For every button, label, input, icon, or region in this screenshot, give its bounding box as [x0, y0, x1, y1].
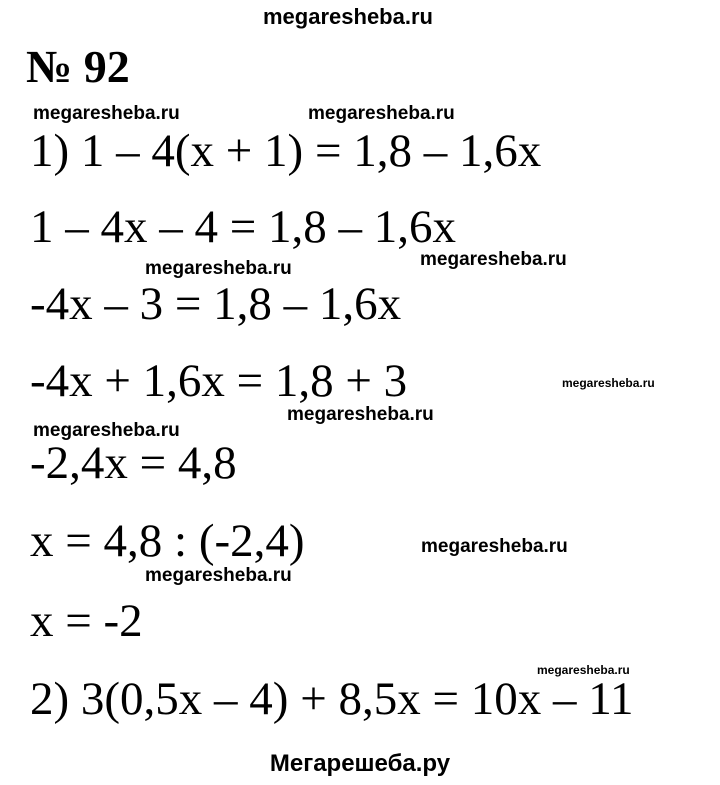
equation-line: 2) 3(0,5x – 4) + 8,5x = 10x – 11	[30, 673, 634, 725]
watermark: megaresheba.ru	[287, 404, 434, 425]
watermark: megaresheba.ru	[145, 258, 292, 279]
watermark: megaresheba.ru	[308, 103, 455, 124]
equation-line: x = -2	[30, 595, 143, 647]
equation-line: -2,4x = 4,8	[30, 437, 237, 489]
watermark: megaresheba.ru	[145, 565, 292, 586]
problem-number: № 92	[26, 41, 130, 92]
equation-line: -4x – 3 = 1,8 – 1,6x	[30, 278, 402, 330]
watermark: megaresheba.ru	[421, 536, 568, 557]
equation-line: x = 4,8 : (-2,4)	[30, 515, 305, 567]
footer-watermark: Мегарешеба.ру	[269, 750, 451, 777]
watermark: megaresheba.ru	[537, 663, 630, 677]
equation-line: -4x + 1,6x = 1,8 + 3	[30, 355, 408, 407]
watermark: megaresheba.ru	[562, 376, 655, 390]
equation-line: 1) 1 – 4(x + 1) = 1,8 – 1,6x	[30, 125, 542, 177]
watermark: megaresheba.ru	[33, 420, 180, 441]
equation-line: 1 – 4x – 4 = 1,8 – 1,6x	[30, 201, 457, 253]
watermark: megaresheba.ru	[33, 103, 180, 124]
watermark-top: megaresheba.ru	[263, 4, 433, 29]
watermark: megaresheba.ru	[420, 249, 567, 270]
